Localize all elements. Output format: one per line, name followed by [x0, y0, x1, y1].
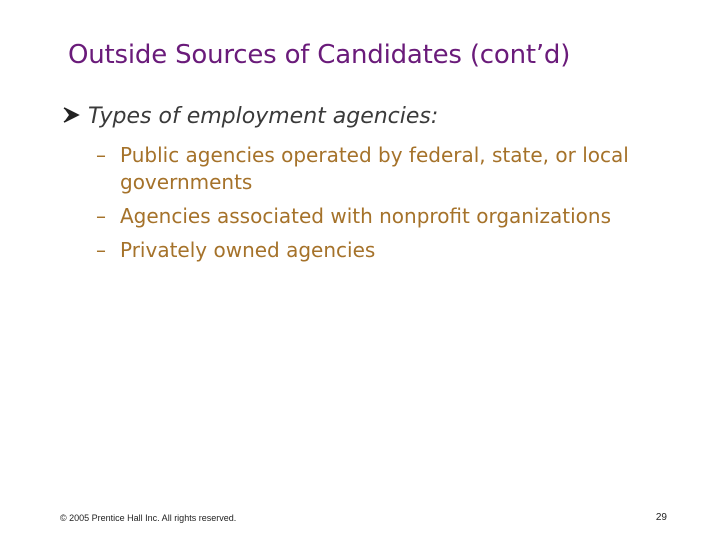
- sub-bullet-item: [96, 237, 696, 264]
- sub-bullet-item: [96, 142, 696, 196]
- dash-marker: –: [96, 238, 106, 262]
- main-bullet-text: Types of employment agencies:: [88, 104, 439, 129]
- page-number: 29: [655, 512, 667, 523]
- sub-bullet-item: [96, 203, 696, 230]
- arrow-bullet-icon: [62, 105, 82, 125]
- sub-bullet-list: [96, 142, 696, 271]
- copyright-footer: © 2005 Prentice Hall Inc. All rights reserved.: [60, 513, 237, 523]
- main-bullet: [62, 103, 438, 129]
- slide-title: Outside Sources of Candidates (cont’d): [68, 40, 571, 70]
- sub-bullet-text: Public agencies operated by federal, state, or local governments: [120, 143, 629, 194]
- dash-marker: –: [96, 204, 106, 228]
- sub-bullet-text: Agencies associated with nonprofit organizations: [120, 204, 611, 228]
- dash-marker: –: [96, 143, 106, 167]
- sub-bullet-text: Privately owned agencies: [120, 238, 376, 262]
